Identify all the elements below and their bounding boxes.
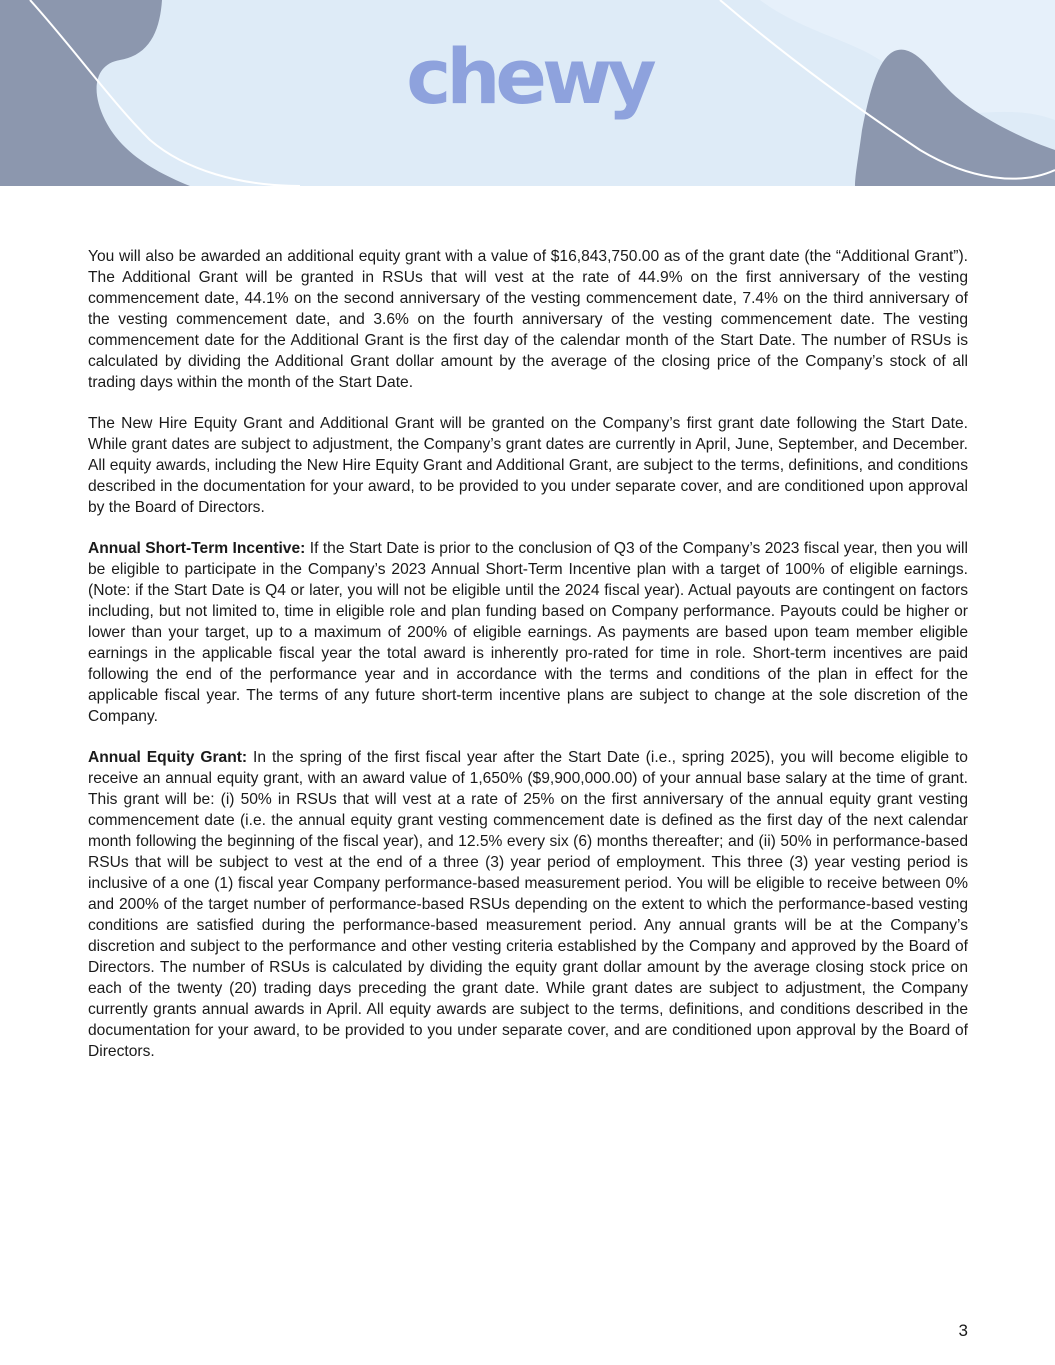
grant-date-paragraph — [88, 413, 968, 518]
paragraph-text: If the Start Date is prior to the conclusion of Q3 of the Company’s 2023 fiscal year, then you will be eligible to participate in the Company’s 2023 Annual Short-Term Incentive plan with a target of 100% of eligible earnings. (Note: if the Start Date is Q4 or later, you will not be eligible until the 2024 fiscal year). Actual payouts are contingent on factors including, but not limited to, time in eligible role and plan funding based on Company performance. Payouts could be higher or lower than your target, up to a maximum of 200% of eligible earnings. As payments are based upon team member eligible earnings in the applicable fiscal year the total award is inherently pro-rated for time in role. Short-term incentives are paid following the end of the performance year and in accordance with the terms and conditions of the plan in effect for the applicable fiscal year. The terms of any future short-term incentive plans are subject to change at the sole discretion of the Company. — [88, 540, 968, 725]
additional-grant-paragraph — [88, 246, 968, 393]
page-header — [0, 0, 1055, 186]
annual-equity-grant-paragraph — [88, 747, 968, 1062]
short-term-incentive-paragraph — [88, 538, 968, 727]
section-heading: Annual Short-Term Incentive: — [88, 540, 310, 557]
page-number: 3 — [958, 1321, 968, 1340]
chewy-logo: chewy — [406, 32, 652, 121]
document-body — [88, 246, 968, 1082]
left-blob-shape — [0, 0, 190, 186]
section-heading: Annual Equity Grant: — [88, 749, 254, 766]
paragraph-text: In the spring of the first fiscal year after the Start Date (i.e., spring 2025), you will become eligible to receive an annual equity grant, with an award value of 1,650% ($9,900,000.00) of your annual base salary at the time of grant. This grant will be: (i) 50% in RSUs that will vest at a rate of 25% on the first anniversary of the annual equity grant vesting commencement date (i.e. the annual equity grant vesting commencement date is defined as the first day of the next calendar month following the beginning of the fiscal year), and 12.5% every six (6) months thereafter; and (ii) 50% in performance-based RSUs that will be subject to vest at the end of a three (3) year period of employment. This three (3) year vesting period is inclusive of a one (1) fiscal year Company performance-based measurement period. You will be eligible to receive between 0% and 200% of the target number of performance-based RSUs depending on the extent to which the performance-based vesting conditions are satisfied during the performance-based measurement period. Any annual grants will be at the Company’s discretion and subject to the performance and other vesting criteria established by the Company and approved by the Board of Directors. The number of RSUs is calculated by dividing the equity grant dollar amount by the average closing stock price on each of the twenty (20) trading days preceding the grant date. While grant dates are subject to adjustment, the Company currently grants annual awards in April. All equity awards are subject to the terms, definitions, and conditions described in the documentation for your award, to be provided to you under separate cover, and are conditioned upon approval by the Board of Directors. — [88, 749, 968, 1060]
paragraph-text: The New Hire Equity Grant and Additional Grant will be granted on the Company’s first grant date following the Start Date. While grant dates are subject to adjustment, the Company’s grant dates are currently in April, June, September, and December. All equity awards, including the New Hire Equity Grant and Additional Grant, are subject to the terms, definitions, and conditions described in the documentation for your award, to be provided to you under separate cover, and are conditioned upon approval by the Board of Directors. — [88, 415, 968, 516]
paragraph-text: You will also be awarded an additional equity grant with a value of $16,843,750.00 as of the grant date (the “Additional Grant”). The Additional Grant will be granted in RSUs that will vest at the rate of 44.9% on the first anniversary of the vesting commencement date, 44.1% on the second anniversary of the vesting commencement date, 7.4% on the third anniversary of the vesting commencement date, and 3.6% on the fourth anniversary of the vesting commencement date. The vesting commencement date for the Additional Grant is the first day of the calendar month of the Start Date. The number of RSUs is calculated by dividing the Additional Grant dollar amount by the average of the closing price of the Company’s stock of all trading days within the month of the Start Date. — [88, 248, 968, 391]
